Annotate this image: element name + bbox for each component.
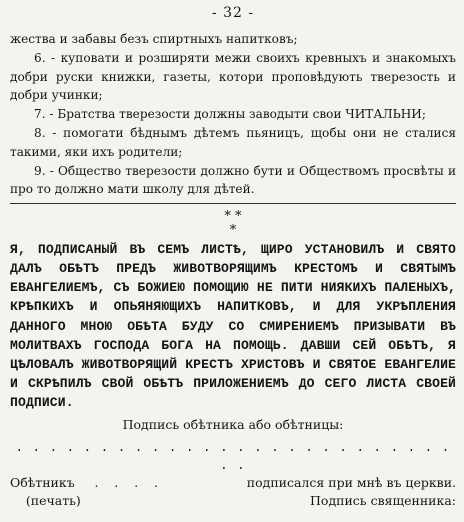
signature-prompt: Подпись обѣтника або обѣтницы: — [122, 417, 344, 433]
seal-label: (печать) — [10, 493, 81, 509]
list-item-7: 7. - Братства тверезости должны заводыти свои ЧИТАЛЬНИ; — [34, 107, 426, 122]
list-item-6: 6. - куповати и розширяти межи своихъ кревныхъ и знакомыхъ добри руски книжки, газеты, котори проповѣдують тверезость и добри учинки; — [10, 50, 456, 103]
church-sign-text: подписался при мнѣ въ церкви. — [246, 475, 456, 491]
list-item-9: 9. - Общество тверезости должно бути и Обществомъ просвѣты и про то должно мати школу для дѣтей. — [10, 163, 456, 197]
signature-dots: . . . . . . . . . . . . . . . . . . . . . . . . . . . . — [15, 440, 451, 473]
stars-ornament: * * * — [224, 209, 242, 239]
section-divider — [10, 203, 456, 204]
footer-line-1 — [10, 474, 456, 492]
list-item-continuation: жества и забавы безъ спиртныхъ напитковъ; — [10, 32, 298, 46]
footer-line-2 — [10, 492, 456, 510]
list-item-8: 8. - помогати бѣднымъ дѣтемъ пьяницъ, щобы они не сталися такими, яки ихъ родители; — [10, 125, 456, 159]
page-number: - 32 - — [211, 5, 255, 21]
oath-taker-label: Обѣтникъ . . . . — [10, 475, 159, 491]
oath-text: Я, ПОДПИСАНЫЙ ВЪ СЕМЪ ЛИСТѢ, ЩИРО УСТАНОВИЛЪ И СВЯТО ДАЛЪ ОБѢТЪ ПРЕДЪ ЖИВОТВОРЯЩИМЪ КРЕСТОМЪ И СВЯТЫМЪ ЕВАНГЕЛИЕМЪ, СЪ БОЖИЕЮ ПОМОЩИЮ НЕ ПИТИ НИЯКИХЪ ПАЛЕНЫХЪ, КРѢПКИХЪ И ОПЬЯНЯЮЩИХЪ НАПИТКОВЪ, И ДЛЯ УКРѢПЛЕНИЯ ДАННОГО МНОЮ ОБѢТА БУДУ СО СМИРЕНИЕМЪ ПРИЗЫВАТИ ВЪ МОЛИТВАХЪ ГОСПОДА БОГА НА ПОМОЩЬ. ДАВШИ СЕЙ ОБѢТЪ, Я ЦѢЛОВАЛЪ ЖИВОТВОРЯЩИЙ КРЕСТЪ ХРИСТОВЪ И СВЯТОЕ ЕВАНГЕЛИЕ И СКРѢПИЛЪ СВОЙ ОБѢТЪ ПРИЛОЖЕНИЕМЪ ДО СЕГО ЛИСТА СВОЕЙ ПОДПИСИ. — [10, 242, 456, 410]
priest-signature-label: Подпись священника: — [310, 493, 456, 509]
